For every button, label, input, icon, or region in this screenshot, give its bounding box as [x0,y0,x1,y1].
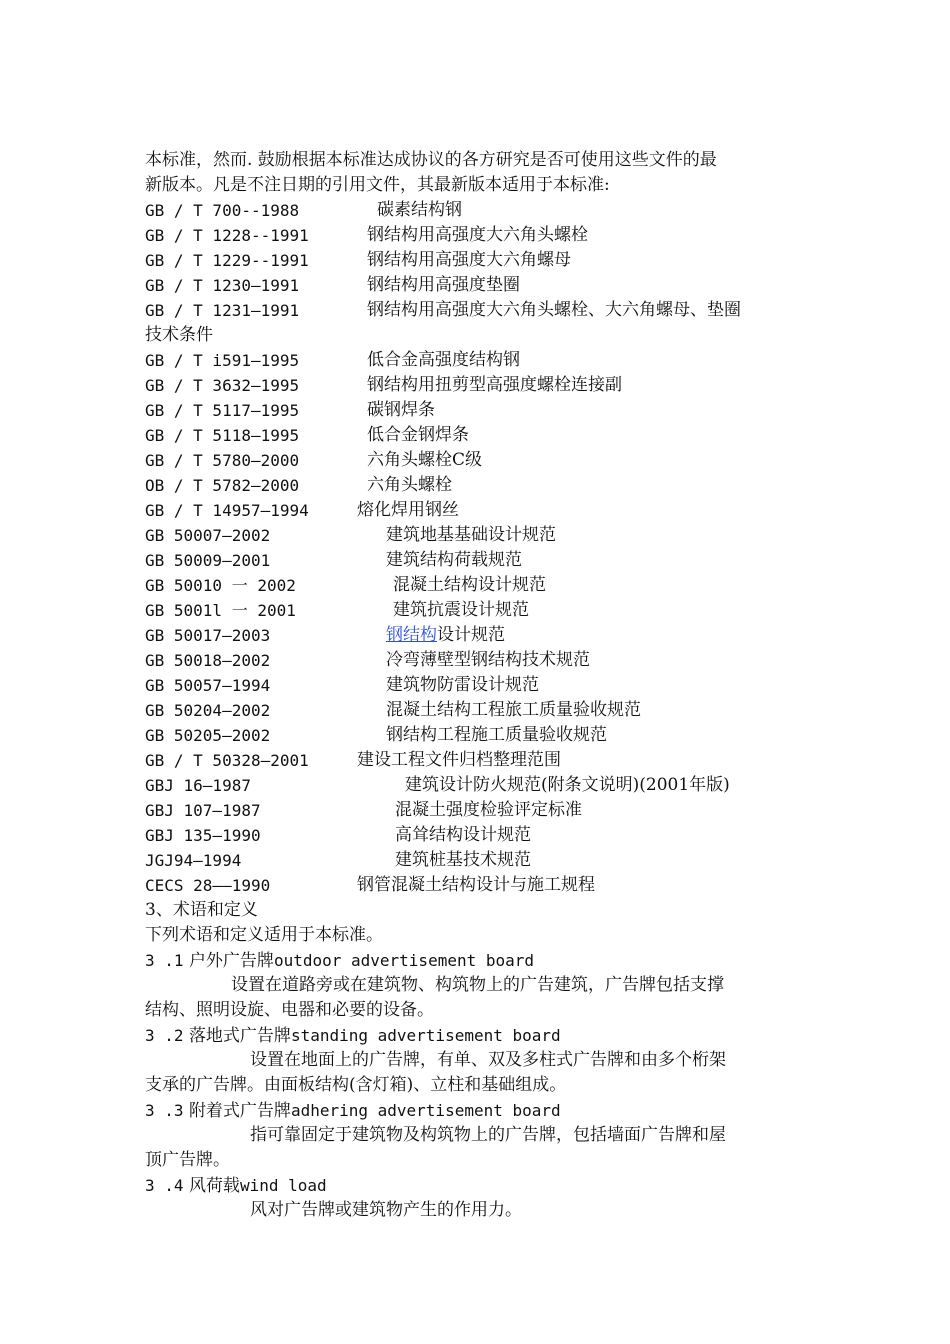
term-definition: 指可靠固定于建筑物及构筑物上的广告牌，包括墙面广告牌和屋 [250,1125,726,1145]
term-en: wind load [239,1176,327,1195]
ref-code: GB / T 50328—2001 [145,751,309,770]
ref-title: 建筑抗震设计规范 [393,600,529,620]
term-definition-cont: 支承的广告牌。由面板结构(含灯箱)、立柱和基础组成。 [145,1075,567,1095]
ref-row [145,748,845,773]
ref-code: GB / T 5780—2000 [145,451,300,470]
ref-title: 建筑结构荷载规范 [386,550,522,570]
ref-row [145,673,845,698]
ref-row [145,798,845,823]
term-heading [145,1098,561,1123]
term-definition-cont: 顶广告牌。 [145,1150,230,1170]
ref-title: 低合金高强度结构钢 [367,350,520,370]
ref-title: 钢结构用高强度大六角头螺栓 [367,225,588,245]
term-cn: 落地式广告牌 [188,1026,291,1046]
ref-title: 碳钢焊条 [367,400,435,420]
ref-row [145,198,845,223]
ref-row [145,523,845,548]
ref-code: GB 50009—2001 [145,551,271,570]
ref-code: GB 50204—2002 [145,701,271,720]
ref-title: 钢结构用扭剪型高强度螺栓连接副 [367,375,622,395]
ref-title: 六角头螺栓 [367,475,452,495]
term-cn: 附着式广告牌 [188,1101,291,1121]
ref-row [145,273,845,298]
ref-row [145,448,845,473]
ref-code: GB / T 700--1988 [145,201,300,220]
ref-title: 碳素结构钢 [377,200,462,220]
ref-code: GB 50018—2002 [145,651,271,670]
ref-title: 建筑地基基础设计规范 [386,525,556,545]
ref-code: GB / T 3632—1995 [145,376,300,395]
ref-code: GBJ 16—1987 [145,776,251,795]
ref-row [145,698,845,723]
ref-row [145,498,845,523]
ref-title: 混凝土结构工程旅工质量验收规范 [386,700,641,720]
ref-title-rest: 设计规范 [437,625,505,645]
ref-title: 建筑物防雷设计规范 [386,675,539,695]
ref-row [145,373,845,398]
term-en: standing advertisement board [290,1026,561,1045]
term-heading [145,1173,327,1198]
ref-title: 钢管混凝土结构设计与施工规程 [357,875,595,895]
term-cn: 户外广告牌 [188,951,274,971]
ref-code: GB / T 1229--1991 [145,251,309,270]
term-en: adhering advertisement board [290,1101,561,1120]
term-definition: 设置在道路旁或在建筑物、构筑物上的广告建筑，广告牌包括支撑 [231,975,724,995]
ref-title: 建筑桩基技术规范 [395,850,531,870]
ref-row [145,773,845,798]
ref-row [145,823,845,848]
ref-title-continuation: 技术条件 [145,325,213,345]
ref-code: GBJ 135—1990 [145,826,261,845]
ref-code: OB / T 5782—2000 [145,476,300,495]
ref-code: GB 50205—2002 [145,726,271,745]
ref-code: GB / T i591—1995 [145,351,300,370]
ref-title: 钢结构用高强度大六角螺母 [367,250,571,270]
ref-code: GB / T 1230—1991 [145,276,300,295]
ref-title: 钢结构工程施工质量验收规范 [386,725,607,745]
ref-row [145,298,845,323]
steel-structure-link[interactable]: 钢结构 [386,625,437,645]
ref-row [145,398,845,423]
ref-title [386,623,505,648]
term-definition: 风对广告牌或建筑物产生的作用力。 [250,1200,522,1220]
term-heading [145,948,534,973]
ref-code: GB / T 5118—1995 [145,426,300,445]
ref-row [145,598,845,623]
ref-title: 钢结构用高强度垫圈 [367,275,520,295]
ref-row [145,548,845,573]
ref-row [145,248,845,273]
ref-code: JGJ94—1994 [145,851,242,870]
ref-title: 冷弯薄壁型钢结构技术规范 [386,650,590,670]
term-number: 3 .2 [145,1026,184,1045]
ref-row [145,423,845,448]
ref-title: 钢结构用高强度大六角头螺栓、大六角螺母、垫圈 [367,300,741,320]
term-en: outdoor advertisement board [273,951,535,970]
ref-row [145,473,845,498]
ref-row [145,223,845,248]
intro-line-1: 本标准，然而. 鼓励根据本标准达成协议的各方研究是否可使用这些文件的最 [145,150,717,170]
intro-line-2: 新版本。凡是不注日期的引用文件，其最新版本适用于本标准: [145,175,610,195]
ref-row [145,623,845,648]
term-number: 3 .4 [145,1176,184,1195]
term-cn: 风荷载 [188,1176,240,1196]
ref-row [145,573,845,598]
ref-title: 混凝土强度检验评定标准 [395,800,582,820]
ref-code: GBJ 107—1987 [145,801,261,820]
ref-code: GB 50010 一 2002 [145,576,296,595]
ref-title: 低合金钢焊条 [367,425,469,445]
ref-row [145,348,845,373]
ref-code: GB / T 1228--1991 [145,226,309,245]
ref-code: GB / T 1231—1991 [145,301,300,320]
ref-title: 建设工程文件归档整理范围 [357,750,561,770]
ref-code: GB / T 5117—1995 [145,401,300,420]
term-definition-cont: 结构、照明设旋、电器和必要的设备。 [145,1000,434,1020]
ref-row [145,873,845,898]
ref-row [145,848,845,873]
term-number: 3 .1 [145,951,184,970]
ref-code: GB 50017—2003 [145,626,271,645]
ref-code: GB / T 14957—1994 [145,501,309,520]
term-number: 3 .3 [145,1101,184,1120]
ref-code: GB 50057—1994 [145,676,271,695]
ref-title: 六角头螺栓C级 [367,450,483,470]
ref-code: CECS 28——1990 [145,876,271,895]
section-heading: 3、术语和定义 [145,900,258,920]
ref-code: GB 5001l 一 2001 [145,601,296,620]
ref-title: 熔化焊用钢丝 [357,500,459,520]
term-definition: 设置在地面上的广告牌，有单、双及多柱式广告牌和由多个桁架 [250,1050,726,1070]
term-heading [145,1023,561,1048]
section-intro: 下列术语和定义适用于本标准。 [145,925,383,945]
ref-title: 混凝土结构设计规范 [393,575,546,595]
ref-row [145,648,845,673]
ref-title: 高耸结构设计规范 [395,825,531,845]
ref-code: GB 50007—2002 [145,526,271,545]
ref-row [145,723,845,748]
ref-title: 建筑设计防火规范(附条文说明)(2001年版) [405,775,730,795]
